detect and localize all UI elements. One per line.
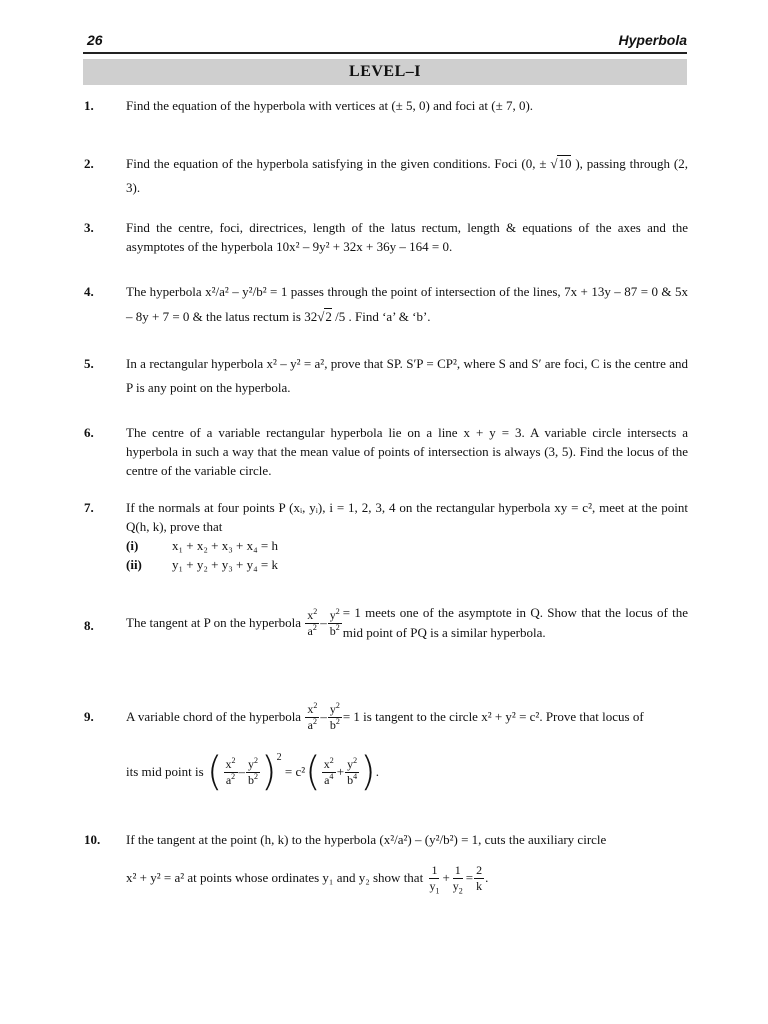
question-5 [84,352,688,400]
fraction: $\frac{1}{y_2}$ [452,862,463,895]
page-number: 26 [87,32,103,48]
fraction: $\frac{2}{k}$ [476,862,483,893]
fraction: $\frac{y^2}{b^4}$ [347,755,358,787]
sub-part-i: (i) x₁ + x₂ + x₃ + x₄ = h [126,538,278,553]
question-number: 2. [84,156,94,171]
question-text: If the tangent at the point (h, k) to the hyperbola (x²/a²) – (y²/b²) = 1, cuts the auxiliary circle x² + y² = a² at points whose ordinates y₁ and y₂ show that $\frac{1}{y_1}$ + $\frac{1}{y_2}$ = $\frac{2}{k}$ . [126,832,607,895]
root-value: 2 [325,309,332,324]
sub-part-ii: (ii) y₁ + y₂ + y₃ + y₄ = k [126,557,278,572]
fraction: $\frac{1}{y_1}$ [429,862,440,895]
question-text: If the normals at four points P (xᵢ, yᵢ), i = 1, 2, 3, 4 on the rectangular hyperbola xy = c², meet at the point Q(h, k), prove that (i) x₁ + x₂ + x₃ + x₄ = h (ii) y₁ + y₂ + y₃ + y₄ = k [126,500,688,572]
question-7 [84,498,688,574]
fraction: $\frac{x^2}{a^2}$ [307,700,318,732]
question-text: Find the equation of the hyperbola with vertices at (± 5, 0) and foci at (± 7, 0). [126,98,534,113]
fraction: $\frac{x^2}{a^4}$ [323,755,334,787]
question-2 [84,152,688,200]
question-4 [84,279,688,329]
question-text: In a rectangular hyperbola x² – y² = a², prove that SP. S′P = CP², where S and S′ are foci, C is the centre and P is any point on the hyperbola. [126,356,688,395]
question-text: Find the centre, foci, directrices, length of the latus rectum, length & equations of the axes and the asymptotes of the hyperbola 10x² – 9y² + 32x + 36y – 164 = 0. [126,220,688,254]
chapter-title: Hyperbola [618,32,687,48]
question-10 [84,830,688,900]
question-number: 6. [84,425,94,440]
question-6 [84,423,688,480]
question-1 [84,96,688,116]
question-number: 7. [84,500,94,515]
question-text: The centre of a variable rectangular hyperbola lie on a line x + y = 3. A variable circle intersects a hyperbola in such a way that the mean value of points of intersection is always (3, 5). Find the locus of the centre of the variable circle. [126,425,688,478]
question-number: 10. [84,832,101,847]
question-text: The tangent at P on the hyperbola $\frac{x^2}{a^2}$ – $\frac{y^2}{b^2}$ = 1 meets one of the asymptote in Q. Show that the locus of the mid point of PQ is a similar hyperbola. [126,605,688,640]
question-number: 4. [84,284,94,299]
question-9 [84,697,688,801]
question-number: 5. [84,356,94,371]
level-heading: LEVEL–I [83,59,687,85]
fraction: $\frac{y^2}{b^2}$ [329,606,340,638]
question-text: Find the equation of the hyperbola satisfying in the given conditions. Foci (0, ± √10 ), passing through (2, 3). [126,156,688,195]
question-text: A variable chord of the hyperbola $\frac{x^2}{a^2}$ – $\frac{y^2}{b^2}$ = 1 is tangent to the circle x² + y² = c². Prove that locus of its mid point is ( $\frac{x^2}{a^2}$ – $\frac{y^2}{b^2}$ ) $^2$ = c² ( $\frac{x^2}{a^4}$ + $\frac{y^2}{b^4}$ ) . [126,700,644,795]
fraction: $\frac{x^2}{a^2}$ [307,606,318,638]
root-value: 10 [558,156,572,171]
question-number: 9. [84,709,94,724]
question-number: 8. [84,618,94,633]
question-8 [84,604,688,642]
page-header [83,30,687,54]
question-number: 3. [84,220,94,235]
question-number: 1. [84,98,94,113]
fraction: $\frac{x^2}{a^2}$ [225,755,236,787]
question-text: The hyperbola x²/a² – y²/b² = 1 passes through the point of intersection of the lines, 7x + 13y – 87 = 0 & 5x – 8y + 7 = 0 & the latus rectum is 32√2 /5 . Find ‘a’ & ‘b’. [126,284,688,324]
fraction: $\frac{y^2}{b^2}$ [248,755,259,787]
question-3 [84,218,688,256]
fraction: $\frac{y^2}{b^2}$ [329,700,340,732]
